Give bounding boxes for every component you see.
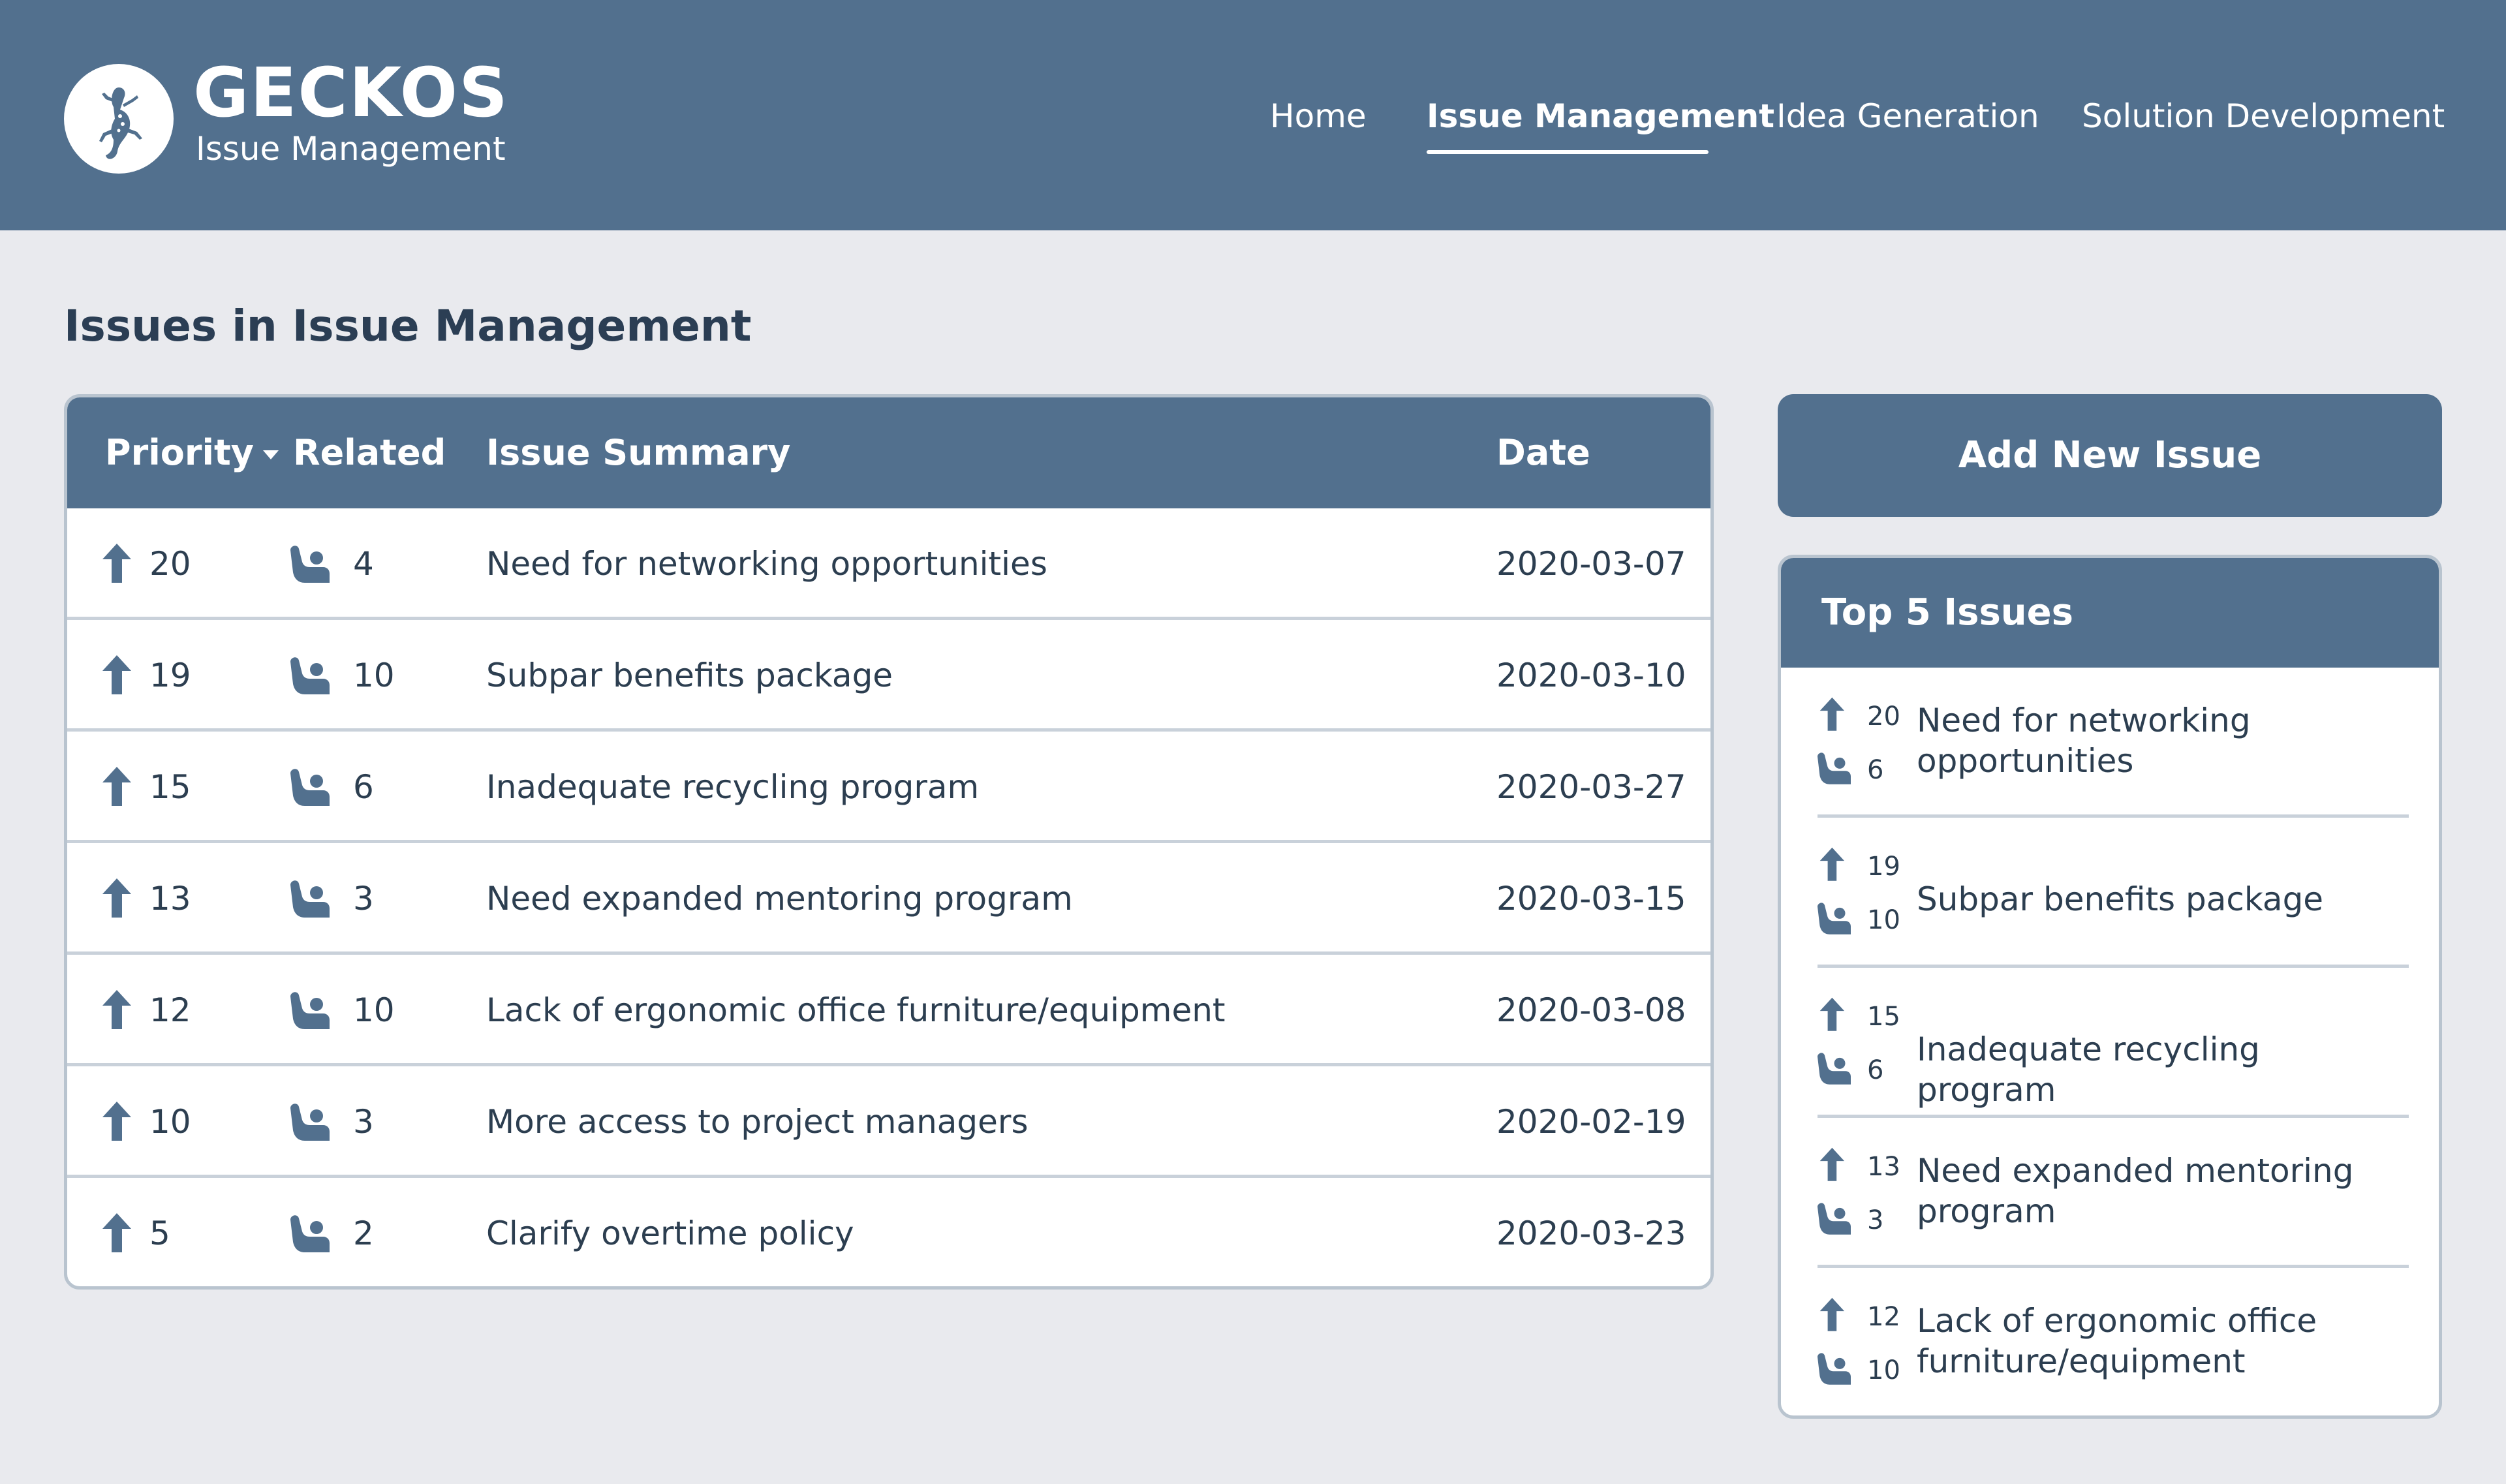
related-value: 3 — [353, 1103, 374, 1141]
top-issue-priority: 13 — [1867, 1152, 1900, 1182]
priority-value: 13 — [149, 880, 191, 918]
gecko-icon — [64, 64, 174, 174]
table-row[interactable] — [67, 1178, 1710, 1290]
caret-down-icon — [263, 450, 279, 459]
top-issue-related: 3 — [1867, 1205, 1884, 1235]
app-header — [0, 0, 2506, 230]
table-row[interactable] — [67, 1066, 1710, 1178]
table-row[interactable] — [67, 732, 1710, 843]
raised-hand-icon — [1818, 1050, 1851, 1085]
logo[interactable] — [64, 64, 174, 174]
top-issue-related: 10 — [1867, 905, 1900, 935]
related-column-header[interactable]: Related — [293, 432, 446, 473]
page-title: Issues in Issue Management — [64, 301, 752, 351]
nav-issue-management[interactable]: Issue Management — [1427, 97, 1775, 135]
arrow-up-icon — [1819, 696, 1846, 732]
related-value: 4 — [353, 545, 374, 583]
issues-table — [64, 394, 1714, 1290]
priority-value: 12 — [149, 991, 191, 1029]
raised-hand-icon — [290, 542, 330, 584]
table-header — [67, 397, 1710, 508]
table-row[interactable] — [67, 508, 1710, 620]
arrow-up-icon — [101, 1100, 132, 1142]
top-issue-priority: 15 — [1867, 1002, 1900, 1032]
raised-hand-icon — [1818, 1350, 1851, 1385]
nav-idea-generation[interactable]: Idea Generation — [1776, 97, 2039, 135]
priority-value: 5 — [149, 1214, 170, 1252]
table-row[interactable] — [67, 620, 1710, 732]
raised-hand-icon — [290, 989, 330, 1030]
issue-summary[interactable]: Clarify overtime policy — [486, 1214, 854, 1252]
raised-hand-icon — [290, 877, 330, 919]
issue-date: 2020-03-23 — [1496, 1214, 1686, 1252]
raised-hand-icon — [290, 765, 330, 807]
related-value: 3 — [353, 880, 374, 918]
top-issue-related: 6 — [1867, 755, 1884, 785]
top-issue-item[interactable] — [1818, 1268, 2409, 1418]
raised-hand-icon — [290, 654, 330, 696]
brand-name: GECKOS — [193, 53, 509, 132]
top-issue-summary: Subpar benefits package — [1917, 880, 2324, 918]
priority-header-label: Priority — [105, 432, 254, 473]
related-value: 2 — [353, 1214, 374, 1252]
issue-summary[interactable]: Lack of ergonomic office furniture/equipment — [486, 991, 1226, 1029]
top-issue-priority: 19 — [1867, 852, 1900, 882]
raised-hand-icon — [1818, 900, 1851, 935]
issue-summary[interactable]: Need for networking opportunities — [486, 545, 1047, 583]
top-issues-header — [1781, 558, 2439, 668]
top-issue-item[interactable] — [1818, 668, 2409, 818]
priority-value: 20 — [149, 545, 191, 583]
table-row[interactable] — [67, 843, 1710, 955]
raised-hand-icon — [1818, 750, 1851, 785]
arrow-up-icon — [1819, 846, 1846, 882]
top-issue-item[interactable] — [1818, 818, 2409, 968]
related-value: 6 — [353, 768, 374, 806]
top-issue-related: 10 — [1867, 1355, 1900, 1385]
issue-date: 2020-03-27 — [1496, 768, 1686, 806]
issue-summary[interactable]: More access to project managers — [486, 1103, 1029, 1141]
raised-hand-icon — [1818, 1200, 1851, 1235]
top-issues-panel — [1778, 555, 2442, 1419]
top-issue-related: 6 — [1867, 1055, 1884, 1085]
nav-active-indicator — [1427, 150, 1709, 154]
arrow-up-icon — [101, 989, 132, 1030]
date-column-header[interactable]: Date — [1496, 432, 1590, 473]
top-issue-item[interactable] — [1818, 968, 2409, 1118]
summary-column-header[interactable]: Issue Summary — [486, 432, 791, 473]
issue-summary[interactable]: Subpar benefits package — [486, 657, 893, 694]
top-issues-title: Top 5 Issues — [1821, 591, 2073, 634]
table-row[interactable] — [67, 955, 1710, 1066]
nav-solution-development[interactable]: Solution Development — [2082, 97, 2445, 135]
arrow-up-icon — [101, 654, 132, 696]
top-issue-priority: 20 — [1867, 702, 1900, 732]
top-issue-summary: Lack of ergonomic office furniture/equipment — [1917, 1302, 2317, 1380]
top-issue-summary: Need expanded mentoring program — [1917, 1152, 2354, 1230]
priority-value: 19 — [149, 657, 191, 694]
top-issue-item[interactable] — [1818, 1118, 2409, 1268]
arrow-up-icon — [101, 542, 132, 584]
arrow-up-icon — [1819, 1297, 1846, 1332]
top-issue-priority: 12 — [1867, 1302, 1900, 1332]
raised-hand-icon — [290, 1100, 330, 1142]
issue-date: 2020-03-07 — [1496, 545, 1686, 583]
priority-value: 10 — [149, 1103, 191, 1141]
related-value: 10 — [353, 657, 395, 694]
issue-summary[interactable]: Inadequate recycling program — [486, 768, 980, 806]
priority-value: 15 — [149, 768, 191, 806]
top-issue-summary: Inadequate recycling program — [1917, 1030, 2260, 1109]
arrow-up-icon — [1819, 997, 1846, 1032]
issue-date: 2020-02-19 — [1496, 1103, 1686, 1141]
add-new-issue-button[interactable]: Add New Issue — [1778, 394, 2442, 517]
issue-summary[interactable]: Need expanded mentoring program — [486, 880, 1073, 918]
top-issue-summary: Need for networking opportunities — [1917, 702, 2251, 780]
related-value: 10 — [353, 991, 395, 1029]
issue-date: 2020-03-10 — [1496, 657, 1686, 694]
arrow-up-icon — [101, 765, 132, 807]
raised-hand-icon — [290, 1212, 330, 1254]
brand-subtitle: Issue Management — [196, 130, 506, 168]
issue-date: 2020-03-08 — [1496, 991, 1686, 1029]
arrow-up-icon — [101, 1212, 132, 1254]
priority-column-header[interactable] — [105, 430, 279, 476]
arrow-up-icon — [1819, 1147, 1846, 1182]
nav-home[interactable]: Home — [1270, 97, 1367, 135]
issue-date: 2020-03-15 — [1496, 880, 1686, 918]
arrow-up-icon — [101, 877, 132, 919]
